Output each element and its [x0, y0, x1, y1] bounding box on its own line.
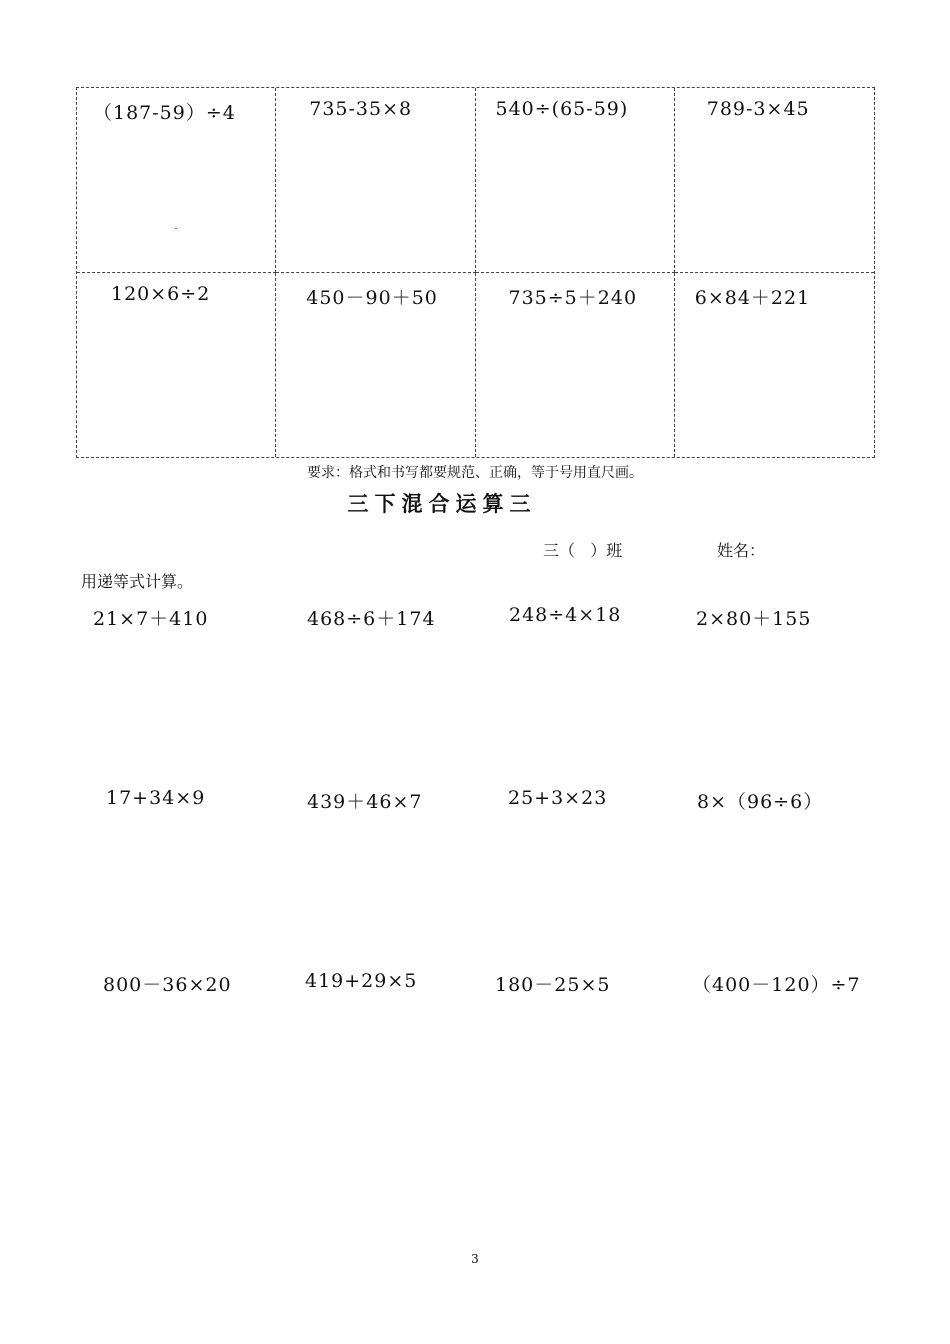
expression: 6×84＋221: [694, 286, 811, 309]
grid-cell: [276, 88, 475, 273]
class-label: 三（ ）班: [543, 541, 623, 560]
problem-item: 8×（96÷6）: [697, 791, 824, 813]
expression: 735-35×8: [309, 98, 413, 120]
expression: （187-59）÷4: [93, 102, 236, 124]
problem-item: 419+29×5: [305, 970, 418, 992]
problem-item: 468÷6＋174: [307, 608, 436, 630]
expression: 789-3×45: [706, 98, 810, 120]
page-number: 3: [471, 1252, 479, 1266]
problem-item: 800－36×20: [103, 974, 232, 996]
problem-item: 21×7＋410: [93, 608, 209, 630]
problem-item: 180－25×5: [495, 974, 611, 996]
name-label: 姓名：: [717, 541, 766, 560]
problem-grid-table: [76, 87, 875, 458]
grid-cell: [675, 273, 874, 458]
stray-mark: [175, 228, 177, 229]
instruction-text: 用递等式计算。: [81, 572, 194, 591]
grid-cell: [476, 273, 675, 458]
expression: 540÷(65-59): [495, 98, 629, 120]
grid-cell: [77, 88, 276, 273]
problem-item: （400－120）÷7: [692, 974, 861, 996]
problem-item: 25+3×23: [508, 787, 608, 809]
requirement-note: 要求：格式和书写都要规范、正确，等于号用直尺画。: [307, 465, 643, 481]
problem-item: 248÷4×18: [509, 604, 622, 626]
grid-cell: [476, 88, 675, 273]
grid-cell: [276, 273, 475, 458]
grid-cell: [675, 88, 874, 273]
expression: 735÷5＋240: [508, 286, 638, 309]
expression: 120×6÷2: [111, 282, 211, 305]
problem-item: 439＋46×7: [307, 791, 423, 813]
expression: 450－90＋50: [306, 286, 438, 309]
problem-item: 2×80＋155: [696, 608, 812, 630]
problem-item: 17+34×9: [106, 787, 206, 809]
page-title: 三下混合运算三: [347, 492, 537, 516]
grid-cell: [77, 273, 276, 458]
